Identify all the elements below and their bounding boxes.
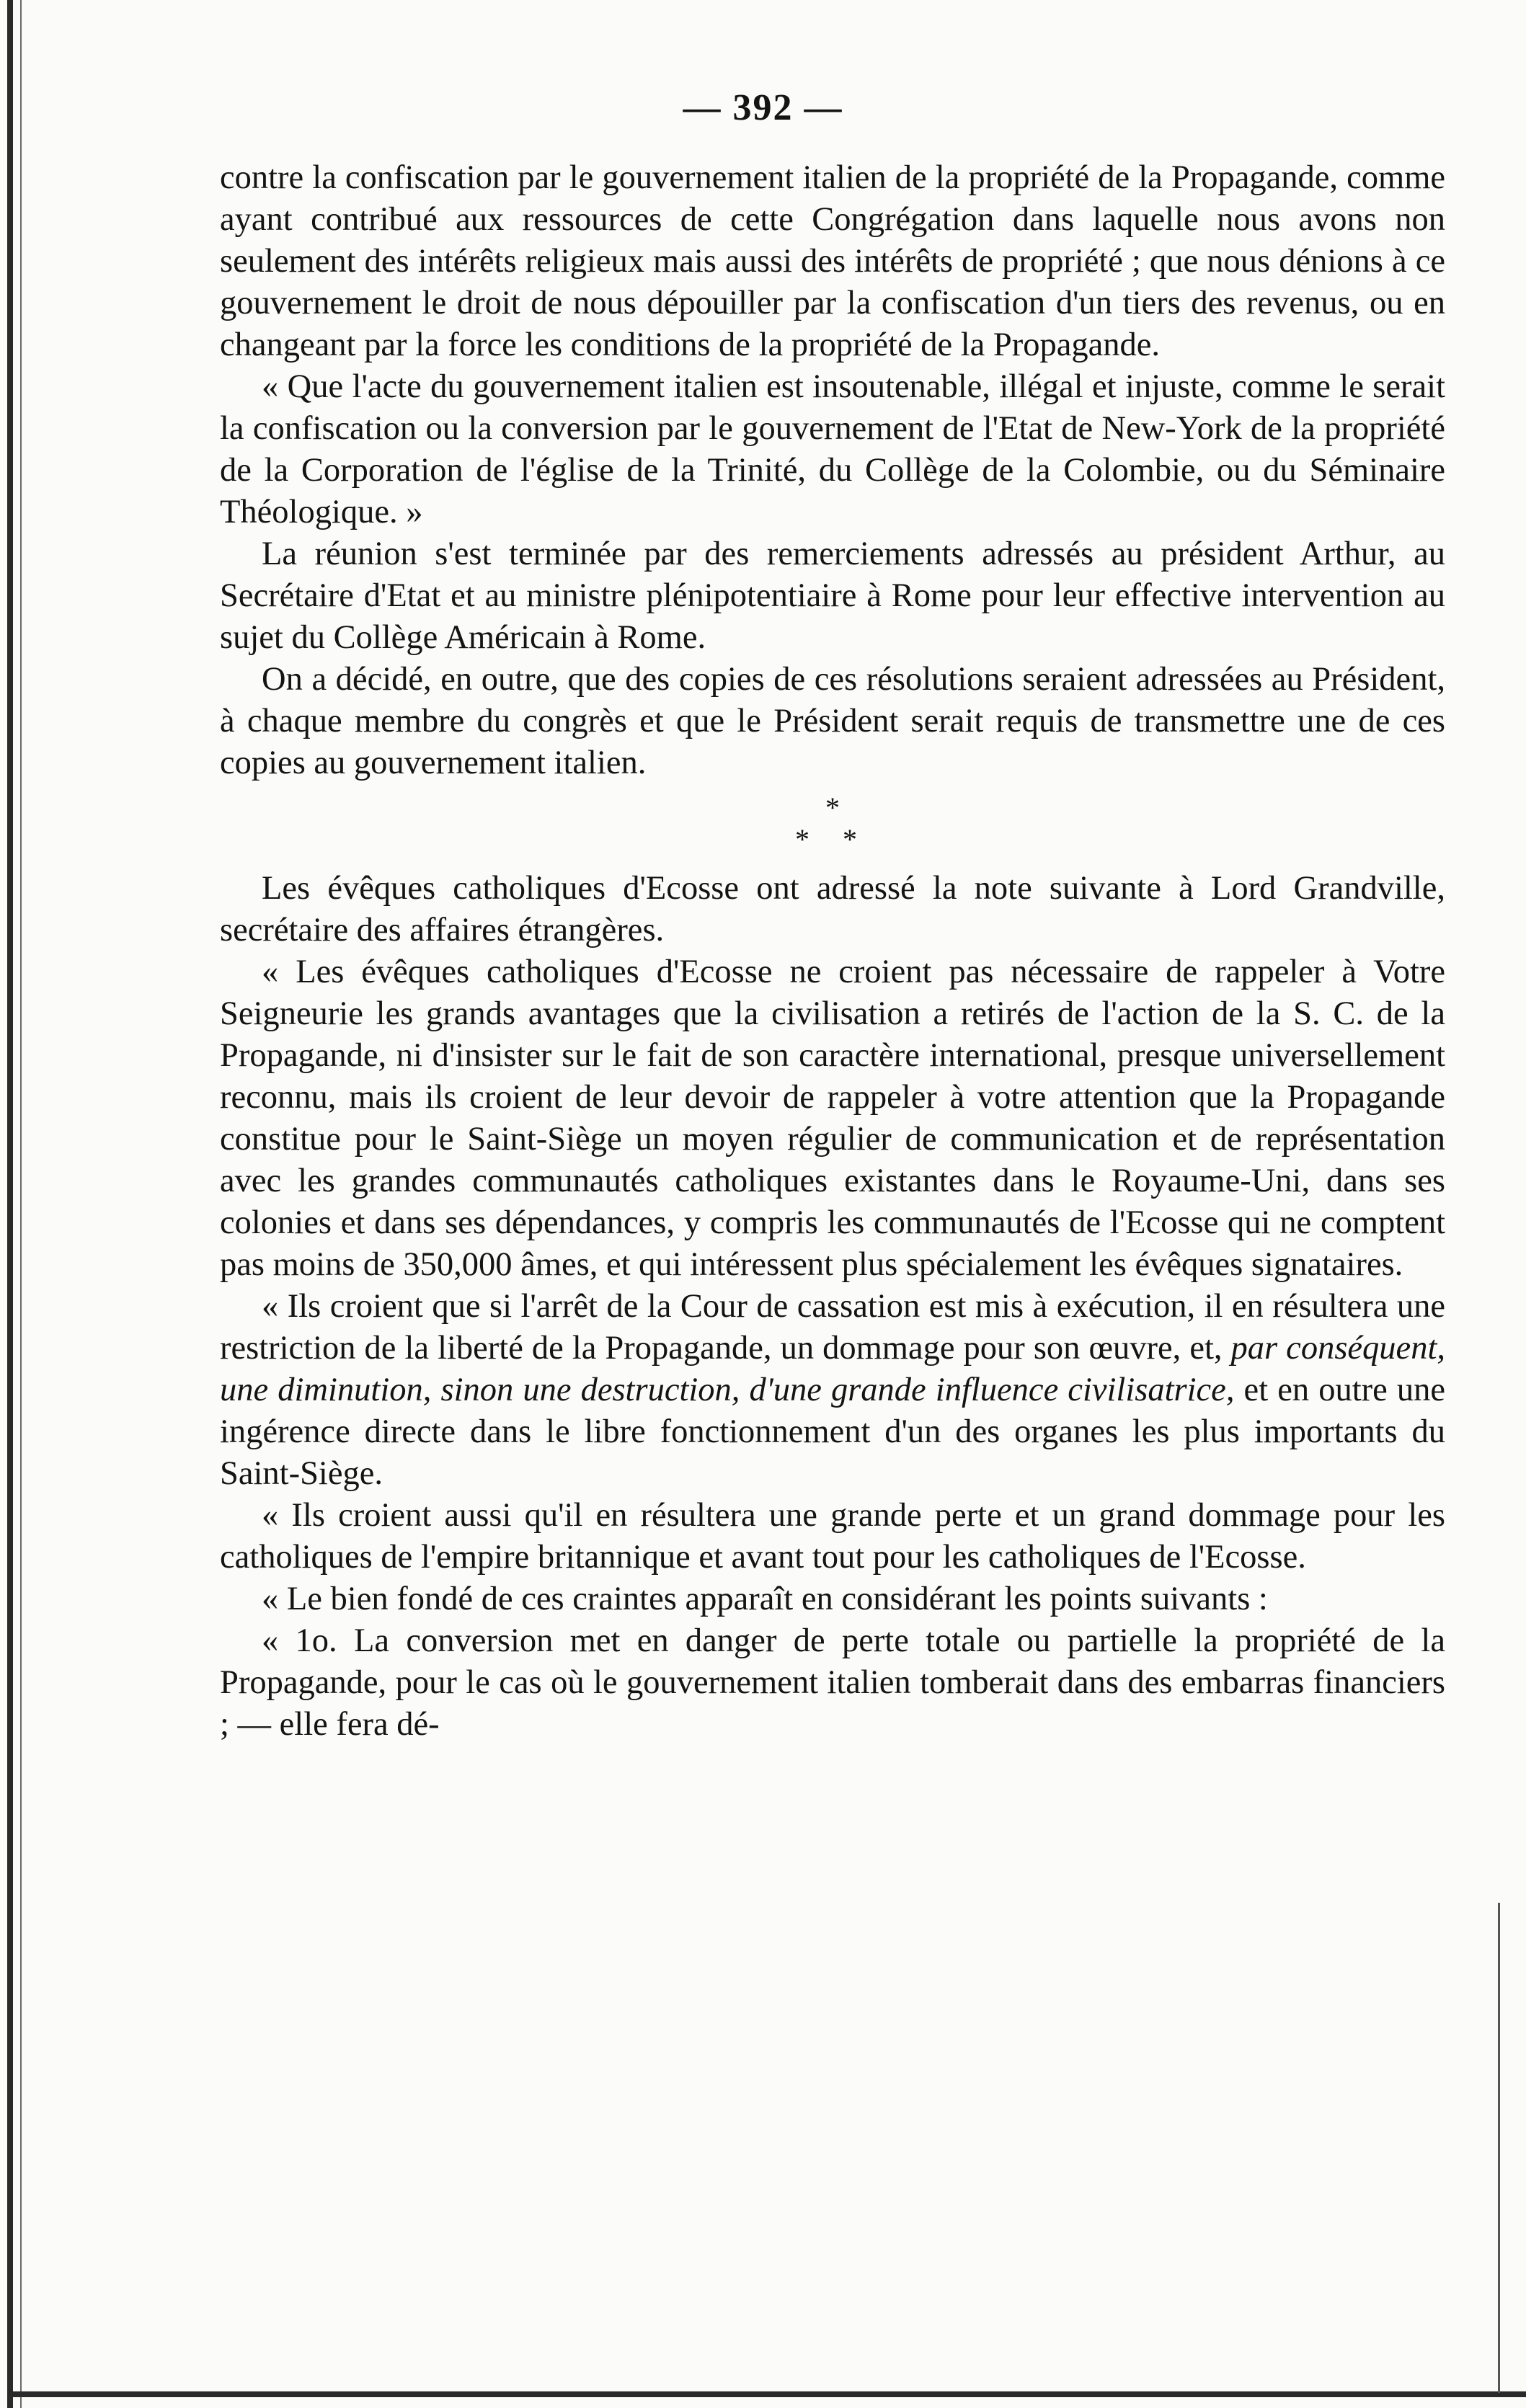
page-number: — 392 —	[683, 87, 843, 128]
section-separator	[220, 784, 1445, 868]
paragraph-text: « Ils croient que si l'arrêt de la Cour de cassation est mis à exécution, il en résultera une restriction de la liberté de la Propagande, un dommage pour son œuvre, et,	[220, 1288, 1445, 1367]
paragraph: « 1o. La conversion met en danger de perte totale ou partielle la propriété de la Propagande, pour le cas où le gouvernement italien tomberait dans des embarras financiers ; — elle fera dé-	[220, 1622, 1445, 1743]
asterism-bottom: * *	[795, 823, 870, 856]
paragraph-text: et en outre une ingérence directe dans le libre fonctionnement d'un des organes les plus importants du Saint-Siège.	[220, 1372, 1445, 1492]
paragraph: contre la confiscation par le gouvernement italien de la propriété de la Propagande, comme ayant contribué aux ressources de cette Congrégation dans laquelle nous avons non seulement des intérêts religieux mais aussi des intérêts de propriété ; que nous dénions à ce gouvernement le droit de nous dépouiller par la confiscation d'un tiers des revenus, ou en changeant par la force les conditions de la propriété de la Propagande.	[220, 159, 1445, 363]
paragraph	[220, 1286, 1445, 1495]
paragraph: La réunion s'est terminée par des remerciements adressés au président Arthur, au Secrétaire d'Etat et au ministre plénipotentiaire à Rome pour leur effective intervention au sujet du Collège Américain à Rome.	[220, 536, 1445, 656]
left-scan-edge	[20, 0, 22, 2408]
left-scan-border	[7, 0, 13, 2408]
italic-phrase: par conséquent, une diminution, sinon une destruction, d'une grande influence civilisatrice,	[220, 1330, 1445, 1408]
bottom-scan-border	[7, 2391, 1526, 2397]
paragraph: « Le bien fondé de ces craintes apparaît en considérant les points suivants :	[262, 1581, 1268, 1617]
right-scan-mark	[1498, 1903, 1500, 2393]
paragraph: On a décidé, en outre, que des copies de ces résolutions seraient adressées au Président, à chaque membre du congrès et que le Président serait requis de transmettre une de ces copies au gouvernement italien.	[220, 661, 1445, 781]
paragraph: « Que l'acte du gouvernement italien est insoutenable, illégal et injuste, comme le serait la confiscation ou la conversion par le gouvernement de l'Etat de New-York de la propriété de la Corporation de l'église de la Trinité, du Collège de la Colombie, ou du Séminaire Théologique. »	[220, 368, 1445, 530]
body-text	[220, 157, 1445, 1746]
paragraph: Les évêques catholiques d'Ecosse ont adressé la note suivante à Lord Grandville, secrétaire des affaires étrangères.	[220, 870, 1445, 948]
paragraph: « Les évêques catholiques d'Ecosse ne croient pas nécessaire de rappeler à Votre Seigneurie les grands avantages que la civilisation a retirés de l'action de la S. C. de la Propagande, ni d'insister sur le fait de son caractère international, presque universellement reconnu, mais ils croient de leur devoir de rappeler à votre attention que la Propagande constitue pour le Saint-Siège un moyen régulier de communication et de représentation avec les grandes communautés catholiques existantes dans le Royaume-Uni, dans ses colonies et dans ses dépendances, y compris les communautés de l'Ecosse qui ne comptent pas moins de 350,000 âmes, et qui intéressent plus spécialement les évêques signataires.	[220, 954, 1445, 1283]
paragraph: « Ils croient aussi qu'il en résultera une grande perte et un grand dommage pour les catholiques de l'empire britannique et avant tout pour les catholiques de l'Ecosse.	[220, 1497, 1445, 1576]
asterism-top: *	[825, 791, 840, 824]
